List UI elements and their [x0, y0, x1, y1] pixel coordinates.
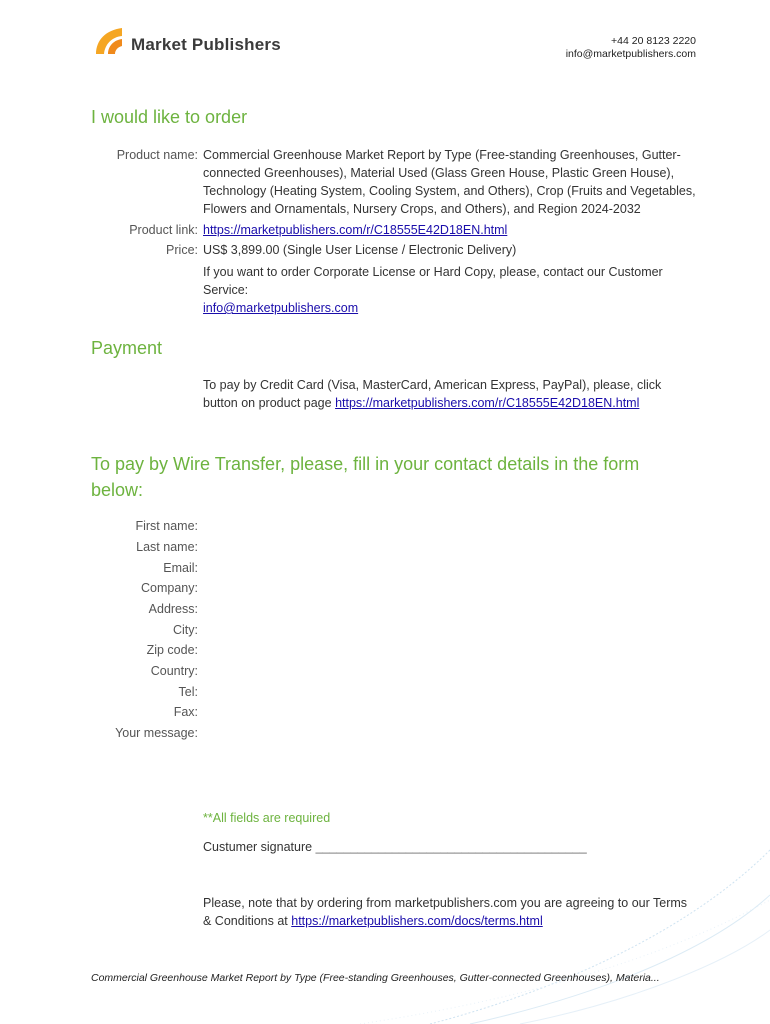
product-link-label: Product link: [129, 223, 198, 237]
product-name-line: Commercial Greenhouse Market Report by Type (Free-standing Greenhouses, Gutter- [203, 148, 681, 162]
product-name-value [203, 146, 718, 218]
logo-icon [94, 26, 128, 56]
corporate-note-line: If you want to order Corporate License or Hard Copy, please, contact our Customer [203, 265, 663, 279]
field-address[interactable]: Address: [148, 602, 198, 616]
product-name-line: Technology (Heating System, Cooling System, and Others), Crop (Fruits and Vegetables, [203, 184, 696, 198]
header-phone: +44 20 8123 2220 [611, 35, 696, 47]
field-city[interactable]: City: [173, 623, 198, 637]
payment-product-link[interactable]: https://marketpublishers.com/r/C18555E42D18EN.html [335, 396, 640, 410]
product-name-line: connected Greenhouses), Material Used (Glass Green House, Plastic Green House), [203, 166, 675, 180]
wire-title-line: To pay by Wire Transfer, please, fill in your contact details in the form [91, 454, 640, 474]
product-name-label: Product name: [116, 148, 198, 162]
logo-text: Market Publishers [131, 35, 281, 54]
page-footer: Commercial Greenhouse Market Report by Type (Free-standing Greenhouses, Gutter-connected Greenhouses), Materia... [91, 972, 660, 984]
product-link[interactable]: https://marketpublishers.com/r/C18555E42D18EN.html [203, 223, 508, 237]
corporate-note-line: Service: [203, 283, 249, 297]
field-tel[interactable]: Tel: [178, 685, 198, 699]
signature-line[interactable]: _______________________________________ [315, 840, 587, 854]
field-last-name[interactable]: Last name: [136, 540, 198, 554]
price-value: US$ 3,899.00 (Single User License / Electronic Delivery) [203, 243, 517, 257]
field-company[interactable]: Company: [141, 581, 198, 595]
price-label: Price: [166, 243, 198, 257]
field-zip-code[interactable]: Zip code: [146, 643, 198, 657]
signature-row [203, 840, 587, 854]
header-contact [566, 35, 696, 61]
terms-link[interactable]: https://marketpublishers.com/docs/terms.html [291, 914, 543, 928]
payment-line [203, 394, 718, 412]
terms-line-prefix: & Conditions at [203, 914, 292, 928]
service-email-link[interactable]: info@marketpublishers.com [203, 301, 359, 315]
field-email[interactable]: Email: [163, 561, 198, 575]
field-country[interactable]: Country: [150, 664, 198, 678]
terms-line: Please, note that by ordering from marketpublishers.com you are agreeing to our Terms [203, 896, 688, 910]
field-fax[interactable]: Fax: [173, 705, 198, 719]
product-name-line: Flowers and Ornamentals, Nursery Crops, and Others), and Region 2024-2032 [203, 202, 641, 216]
terms-line [203, 912, 718, 930]
payment-line: To pay by Credit Card (Visa, MasterCard, American Express, PayPal), please, click [203, 378, 662, 392]
signature-label: Custumer signature [203, 840, 313, 854]
wire-title-line: below: [91, 480, 144, 500]
order-section-title: I would like to order [91, 107, 248, 127]
market-publishers-logo [94, 26, 304, 60]
wire-section-title [91, 451, 711, 503]
field-first-name[interactable]: First name: [135, 519, 198, 533]
required-fields-note: **All fields are required [203, 811, 331, 825]
payment-line-prefix: button on product page [203, 396, 336, 410]
payment-section-title: Payment [91, 338, 163, 358]
header-email[interactable]: info@marketpublishers.com [565, 48, 696, 60]
field-your-message[interactable]: Your message: [115, 726, 198, 740]
